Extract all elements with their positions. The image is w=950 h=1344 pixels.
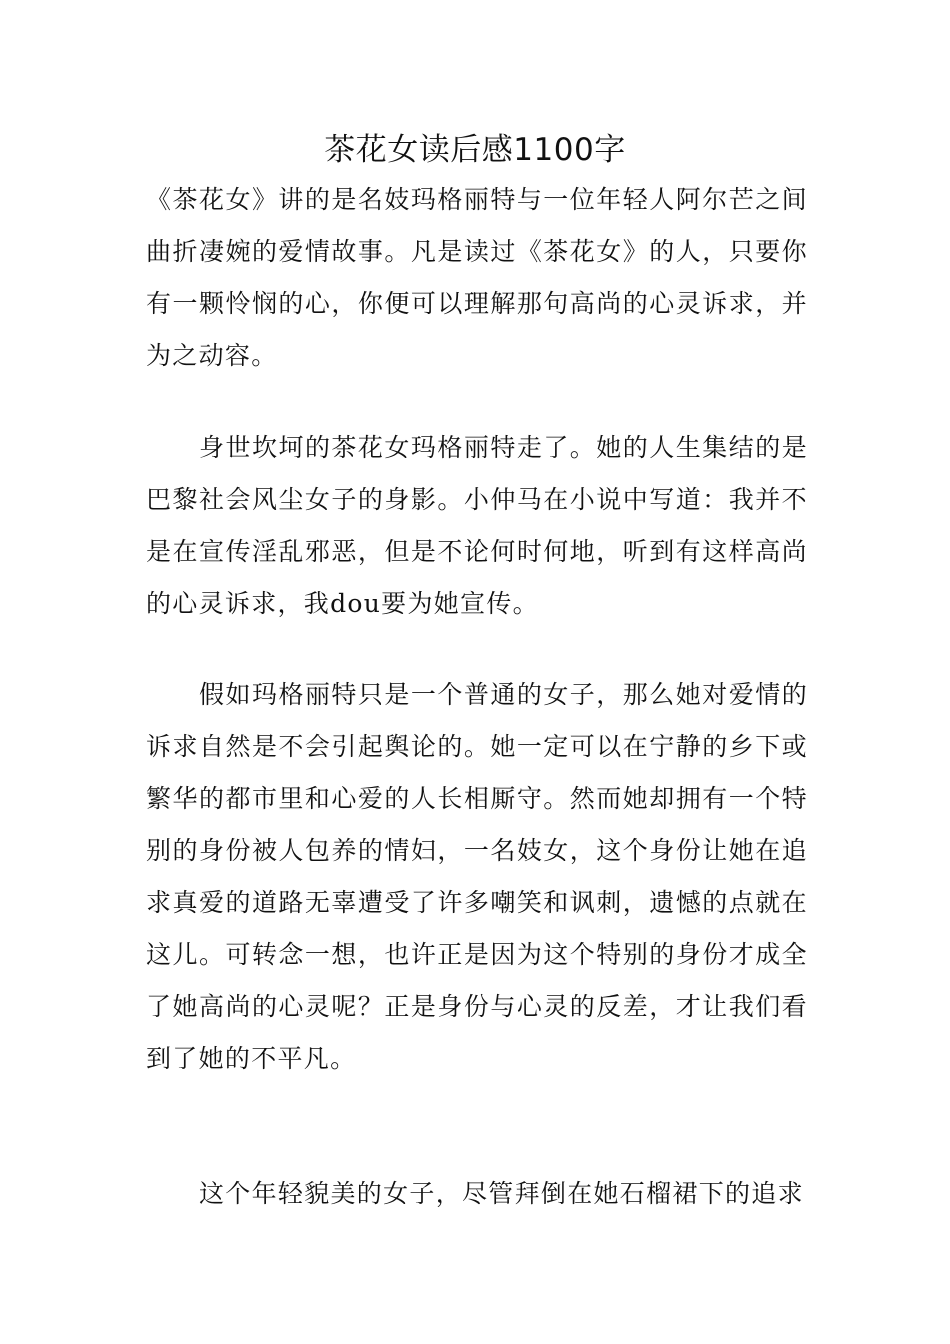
document-title: 茶花女读后感1100字	[324, 132, 626, 168]
paragraph-2: 身世坎坷的茶花女玛格丽特走了。她的人生集结的是巴黎社会风尘女子的身影。小仲马在小说中写道：我并不是在宣传淫乱邪恶，但是不论何时何地，听到有这样高尚的心灵诉求，我dou要为她宣传。	[146, 433, 808, 618]
paragraph-3: 假如玛格丽特只是一个普通的女子，那么她对爱情的诉求自然是不会引起舆论的。她一定可以在宁静的乡下或繁华的都市里和心爱的人长相厮守。然而她却拥有一个特别的身份被人包养的情妇，一名妓女，这个身份让她在追求真爱的道路无辜遭受了许多嘲笑和讽刺，遗憾的点就在这儿。可转念一想，也许正是因为这个特别的身份才成全了她高尚的心灵呢？正是身份与心灵的反差，才让我们看到了她的不平凡。	[146, 680, 808, 1073]
paragraph-4: 这个年轻貌美的女子，尽管拜倒在她石榴裙下的追求	[199, 1179, 804, 1208]
paragraph-1: 《茶花女》讲的是名妓玛格丽特与一位年轻人阿尔芒之间曲折凄婉的爱情故事。凡是读过《茶花女》的人，只要你有一颗怜悯的心，你便可以理解那句高尚的心灵诉求，并为之动容。	[146, 185, 808, 370]
